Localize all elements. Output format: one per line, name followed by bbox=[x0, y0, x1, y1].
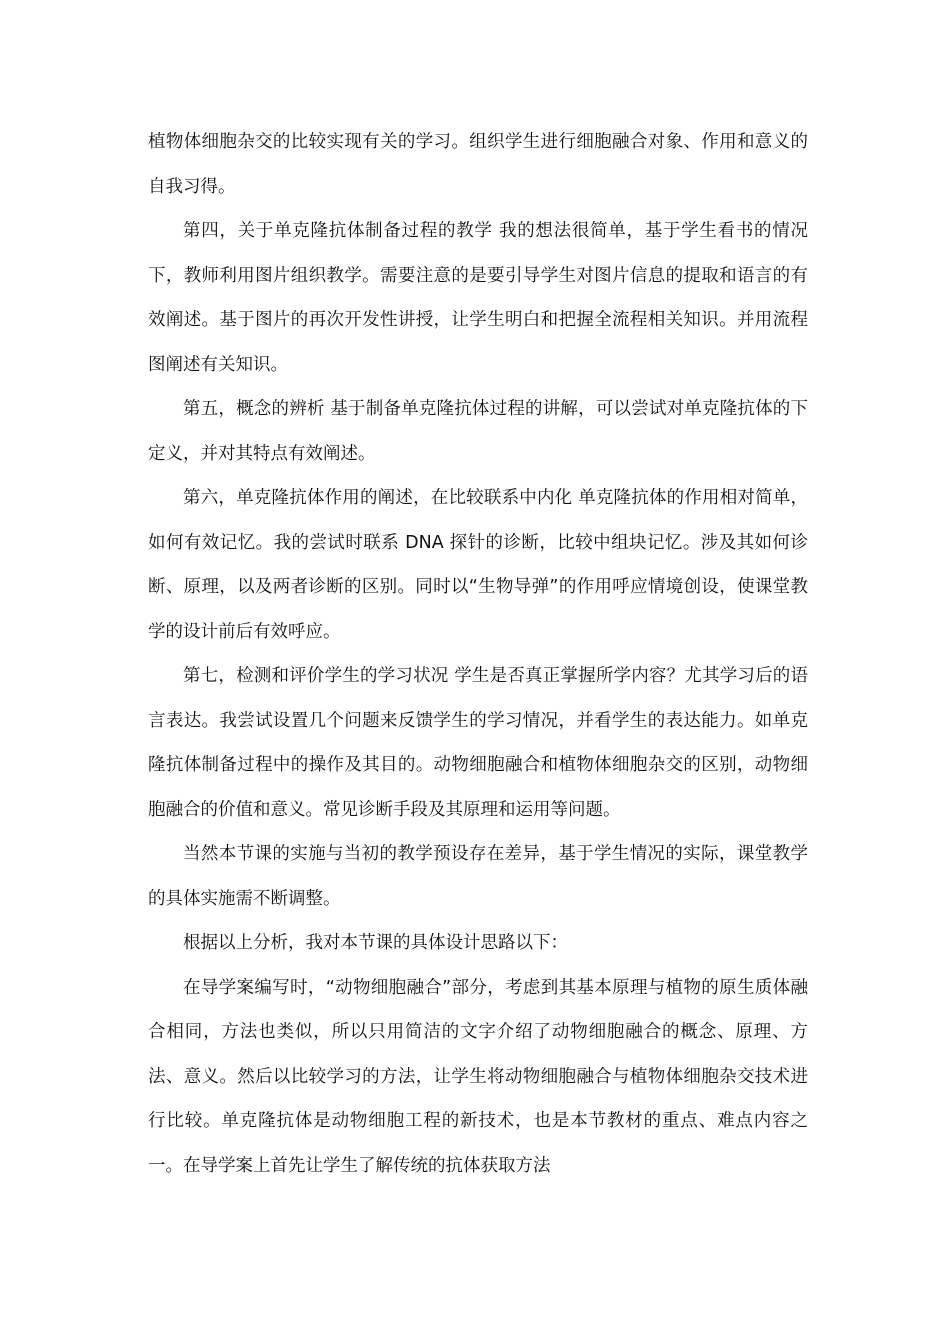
document-body bbox=[148, 120, 808, 1188]
paragraph-5: 第七，检测和评价学生的学习状况 学生是否真正掌握所学内容？尤其学习后的语言表达。我尝试设置几个问题来反馈学生的学习情况，并看学生的表达能力。如单克隆抗体制备过程中的操作及其目的。动物细胞融合和植物体细胞杂交的区别，动物细胞融合的价值和意义。常见诊断手段及其原理和运用等问题。 bbox=[148, 666, 808, 820]
paragraph-7: 根据以上分析，我对本节课的具体设计思路以下： bbox=[183, 933, 568, 953]
paragraph-4: 第六，单克隆抗体作用的阐述，在比较联系中内化 单克隆抗体的作用相对简单，如何有效记忆。我的尝试时联系 DNA 探针的诊断，比较中组块记忆。涉及其如何诊断、原理，以及两者诊断的区别。同时以“生物导弹”的作用呼应情境创设，使课堂教学的设计前后有效呼应。 bbox=[148, 488, 808, 642]
paragraph-3: 第五，概念的辨析 基于制备单克隆抗体过程的讲解，可以尝试对单克隆抗体的下定义，并对其特点有效阐述。 bbox=[148, 399, 808, 464]
paragraph-8: 在导学案编写时，“动物细胞融合”部分，考虑到其基本原理与植物的原生质体融合相同，方法也类似，所以只用简洁的文字介绍了动物细胞融合的概念、原理、方法、意义。然后以比较学习的方法，让学生将动物细胞融合与植物体细胞杂交技术进行比较。单克隆抗体是动物细胞工程的新技术，也是本节教材的重点、难点内容之一。在导学案上首先让学生了解传统的抗体获取方法 bbox=[148, 977, 808, 1176]
paragraph-2: 第四，关于单克隆抗体制备过程的教学 我的想法很简单，基于学生看书的情况下，教师利用图片组织教学。需要注意的是要引导学生对图片信息的提取和语言的有效阐述。基于图片的再次开发性讲授，让学生明白和把握全流程相关知识。并用流程图阐述有关知识。 bbox=[148, 221, 808, 375]
paragraph-6: 当然本节课的实施与当初的教学预设存在差异，基于学生情况的实际，课堂教学的具体实施需不断调整。 bbox=[148, 844, 808, 909]
paragraph-1: 植物体细胞杂交的比较实现有关的学习。组织学生进行细胞融合对象、作用和意义的自我习得。 bbox=[148, 132, 808, 197]
